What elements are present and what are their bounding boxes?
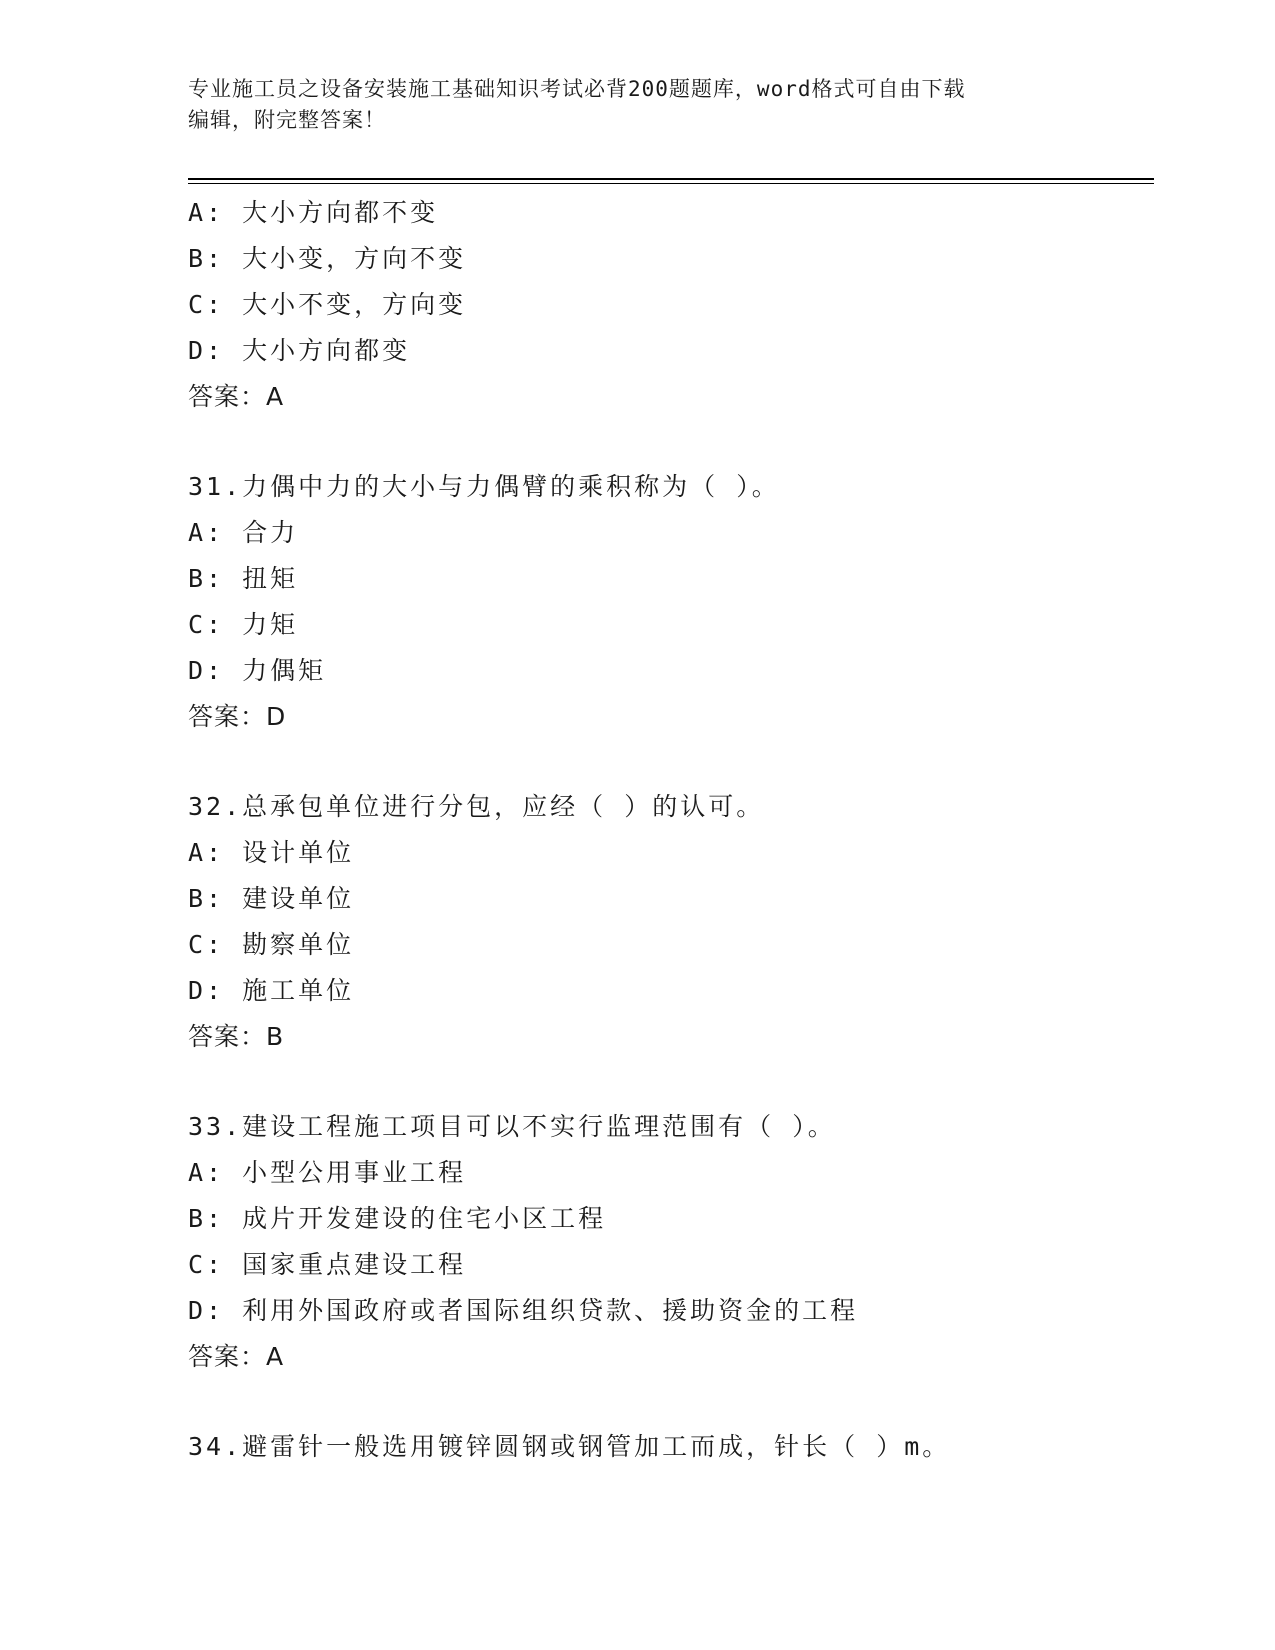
question-stem: 31.力偶中力的大小与力偶臂的乘积称为（ ）。 [188,472,780,501]
question-block-31 [188,464,1154,740]
header-title-line-1: 专业施工员之设备安装施工基础知识考试必背200题题库，word格式可自由下载 [188,77,966,101]
option-b: B: 大小变，方向不变 [188,244,467,273]
option-c: C: 勘察单位 [188,930,355,959]
option-d: D: 力偶矩 [188,656,327,685]
question-stem: 33.建设工程施工项目可以不实行监理范围有（ ）。 [188,1112,836,1141]
question-block-33 [188,1104,1154,1380]
answer-label: 答案：A [188,1342,285,1371]
option-a: A: 设计单位 [188,838,355,867]
document-header [188,74,1088,136]
question-stem: 34.避雷针一般选用镀锌圆钢或钢管加工而成，针长（ ）m。 [188,1432,951,1461]
option-b: B: 扭矩 [188,564,299,593]
option-c: C: 力矩 [188,610,299,639]
answer-label: 答案：D [188,702,287,731]
option-c: C: 国家重点建设工程 [188,1250,467,1279]
answer-label: 答案：A [188,382,285,411]
option-d: D: 施工单位 [188,976,355,1005]
question-block-32 [188,784,1154,1060]
option-b: B: 建设单位 [188,884,355,913]
option-c: C: 大小不变，方向变 [188,290,467,319]
option-d: D: 大小方向都变 [188,336,411,365]
question-list [188,190,1154,1470]
option-b: B: 成片开发建设的住宅小区工程 [188,1204,607,1233]
answer-label: 答案：B [188,1022,285,1051]
question-block-34 [188,1424,1154,1470]
header-divider-thick [188,178,1154,180]
header-divider-thin [188,183,1154,184]
question-stem: 32.总承包单位进行分包，应经（ ）的认可。 [188,792,765,821]
option-a: A: 合力 [188,518,299,547]
option-a: A: 大小方向都不变 [188,198,439,227]
header-title-line-2: 编辑，附完整答案！ [188,108,386,132]
option-a: A: 小型公用事业工程 [188,1158,467,1187]
option-d: D: 利用外国政府或者国际组织贷款、援助资金的工程 [188,1296,859,1325]
question-block-30 [188,190,1154,420]
